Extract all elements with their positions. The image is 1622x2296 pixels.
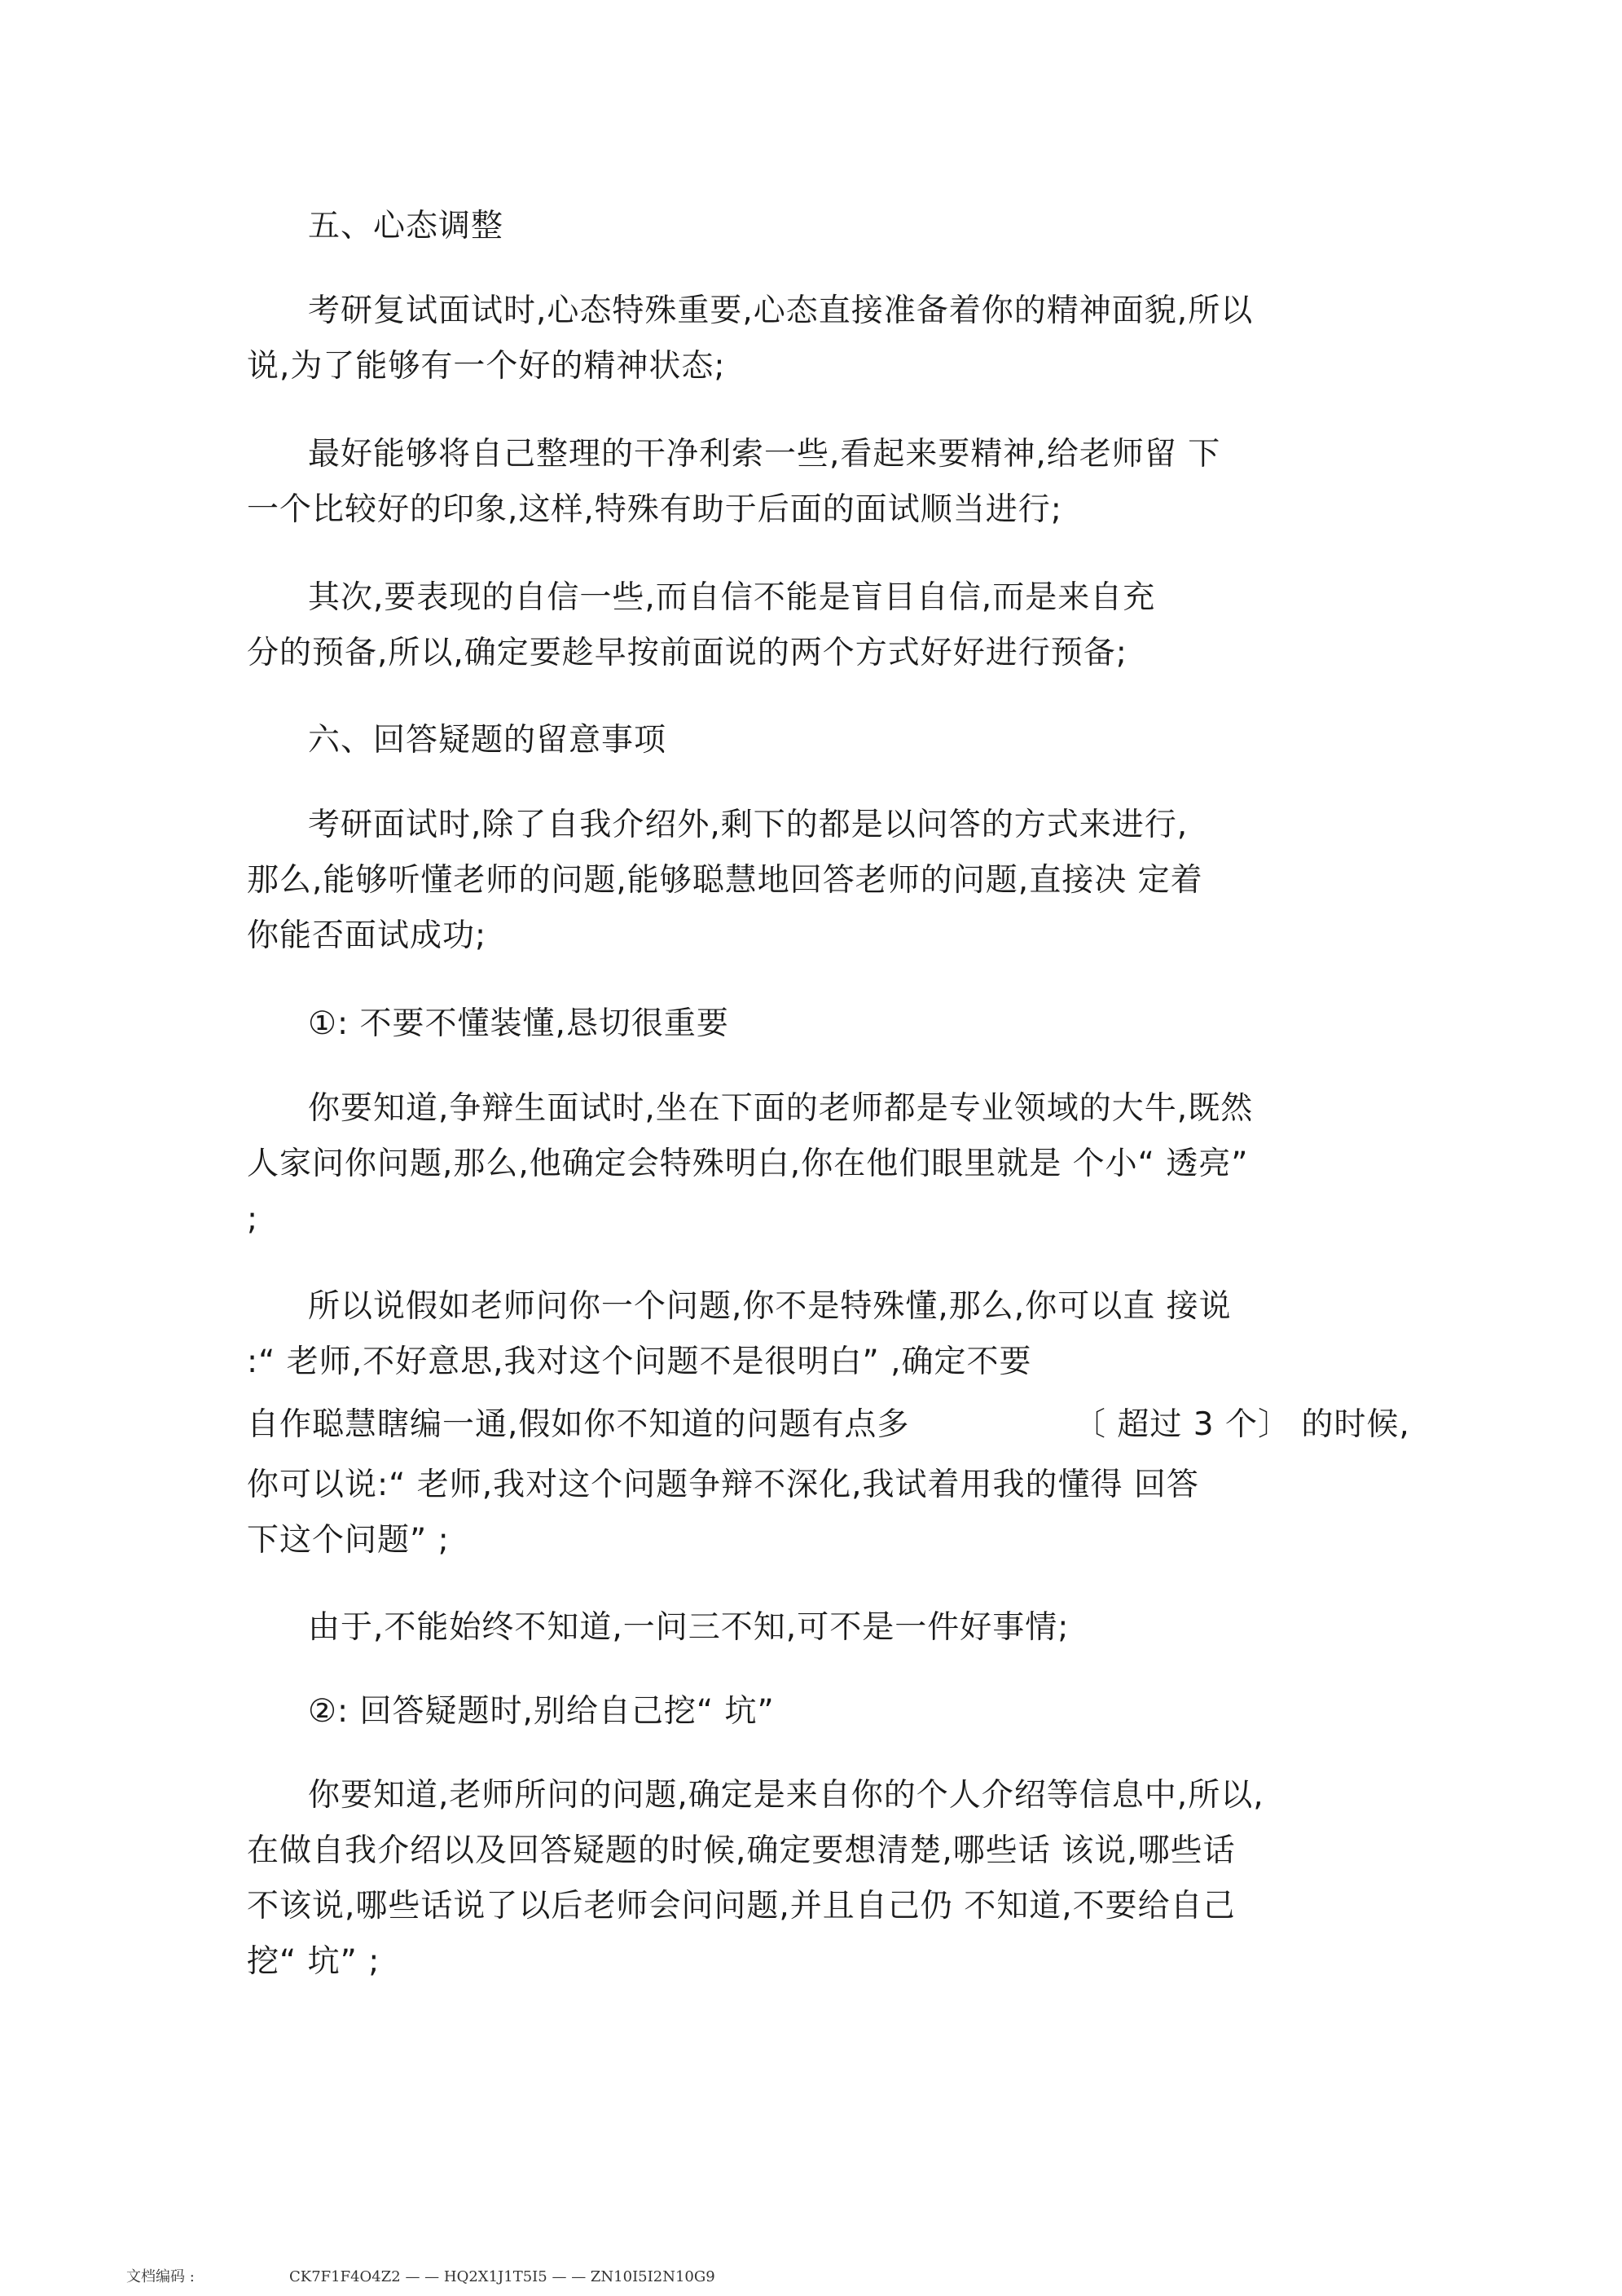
footer-code: CK7F1F4O4Z2 — — HQ2X1J1T5I5 — — ZN10I5I2N10G9 [289,2268,715,2285]
paragraph-line: 分的预备,所以,确定要趁早按前面说的两个方式好好进行预备; [247,635,1127,671]
section-heading-5: 五、心态调整 [308,208,504,244]
paragraph-line: 说,为了能够有一个好的精神状态; [247,348,726,385]
paragraph-line: 你要知道,老师所问的问题,确定是来自你的个人介绍等信息中,所以, [308,1777,1264,1814]
paragraph-line: 一个比较好的印象,这样,特殊有助于后面的面试顺当进行; [247,491,1062,528]
paragraph-line: 挖“ 坑” ; [247,1943,380,1980]
list-point-1: ①: 不要不懂装懂,恳切很重要 [308,1005,729,1042]
paragraph-line: 考研复试面试时,心态特殊重要,心态直接准备着你的精神面貌,所以 [308,292,1254,329]
list-point-2: ②: 回答疑题时,别给自己挖“ 坑” [308,1693,775,1730]
paragraph-line: 你可以说:“ 老师,我对这个问题争辩不深化,我试着用我的懂得 回答 [247,1467,1199,1503]
paragraph-line: 你能否面试成功; [247,917,487,954]
paragraph-line: 在做自我介绍以及回答疑题的时候,确定要想清楚,哪些话 该说,哪些话 [247,1832,1236,1869]
paragraph-line: 最好能够将自己整理的干净利索一些,看起来要精神,给老师留 下 [308,436,1221,473]
paragraph-line: ; [247,1201,259,1238]
paragraph-line: 下这个问题” ; [247,1522,450,1559]
paragraph-line: 你要知道,争辩生面试时,坐在下面的老师都是专业领域的大牛,既然 [308,1090,1254,1127]
paragraph-line: 不该说,哪些话说了以后老师会问问题,并且自己仍 不知道,不要给自己 [247,1888,1236,1924]
paragraph-line: 人家问你问题,那么,他确定会特殊明白,你在他们眼里就是 个小“ 透亮” [247,1146,1249,1182]
paragraph-line: 自作聪慧瞎编一通,假如你不知道的问题有点多 [247,1406,910,1443]
paragraph-line-continued: 〔 超过 3 个〕 的时候, [1074,1406,1410,1443]
section-heading-6: 六、回答疑题的留意事项 [308,722,667,759]
paragraph-line: 考研面试时,除了自我介绍外,剩下的都是以问答的方式来进行, [308,807,1189,843]
paragraph-line: :“ 老师,不好意思,我对这个问题不是很明白” ,确定不要 [247,1344,1032,1380]
paragraph-line: 由于,不能始终不知道,一问三不知,可不是一件好事情; [308,1609,1070,1646]
paragraph-line: 所以说假如老师问你一个问题,你不是特殊懂,那么,你可以直 接说 [308,1288,1232,1325]
paragraph-line: 那么,能够听懂老师的问题,能够聪慧地回答老师的问题,直接决 定着 [247,862,1203,899]
footer-label: 文档编码 : [126,2268,195,2285]
paragraph-line: 其次,要表现的自信一些,而自信不能是盲目自信,而是来自充 [308,579,1156,616]
